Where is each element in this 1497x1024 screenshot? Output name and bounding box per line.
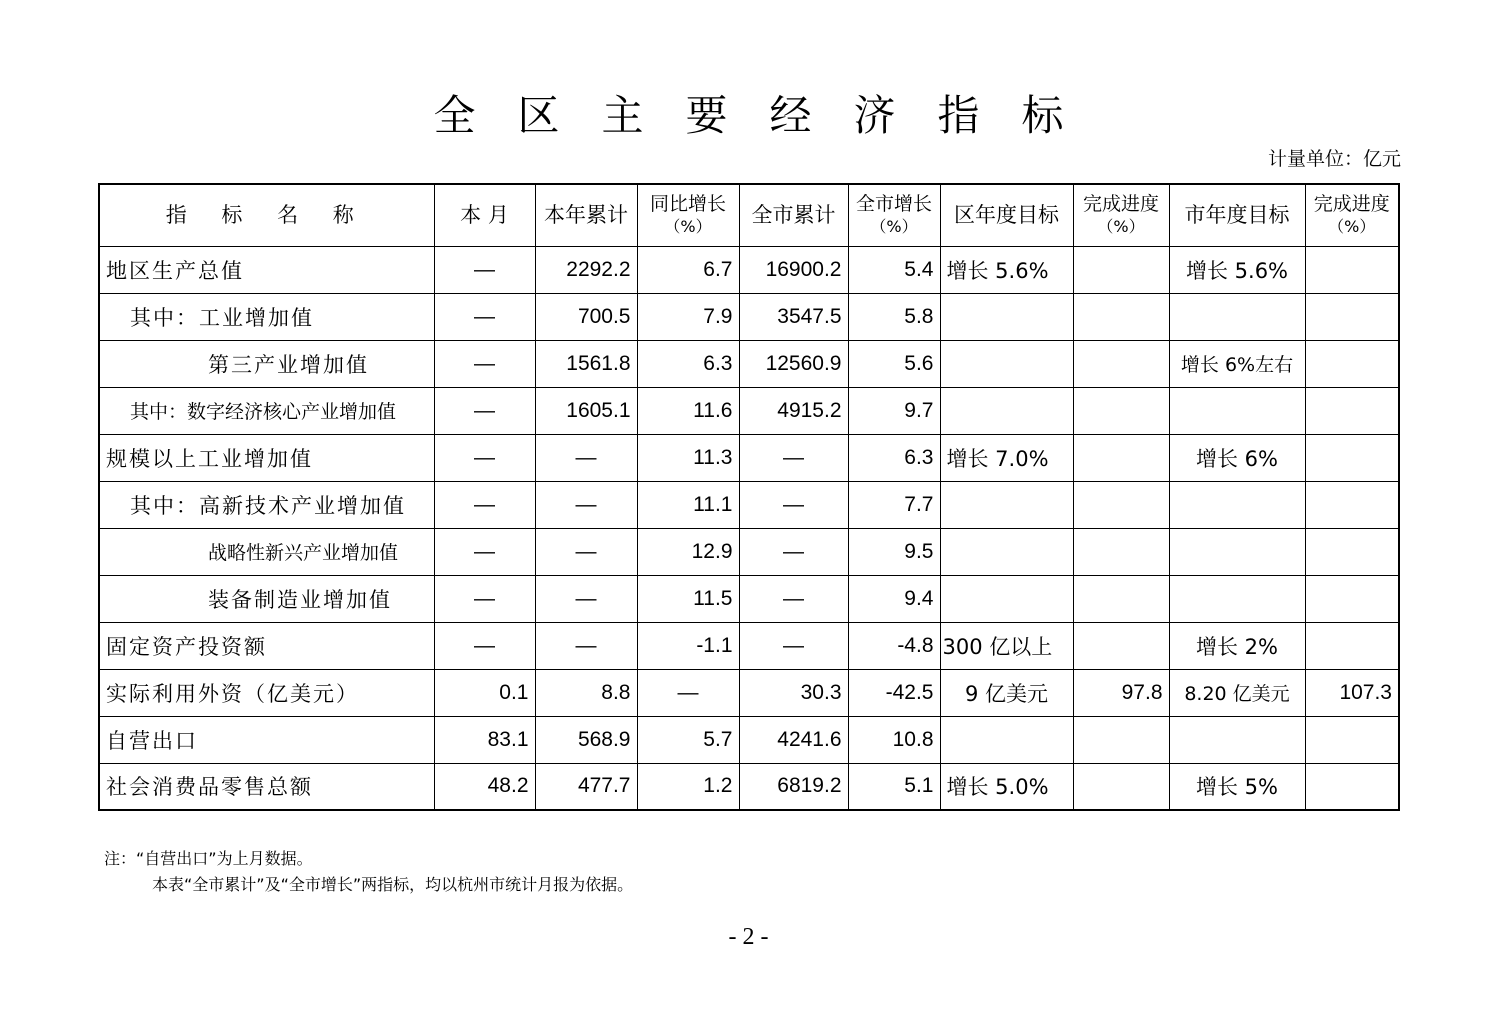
table-row — [99, 434, 1399, 481]
row-name: 其中：数字经济核心产业增加值 — [99, 387, 434, 434]
cell-ytd: — — [535, 481, 637, 528]
cell-city-ytd: 3547.5 — [739, 293, 848, 340]
row-name: 其中：高新技术产业增加值 — [99, 481, 434, 528]
cell-month: — — [434, 293, 535, 340]
cell-progress — [1073, 340, 1169, 387]
footnote-line-2: 本表“全市累计”及“全市增长”两指标，均以杭州市统计月报为依据。 — [152, 875, 634, 894]
cell-district-target — [940, 528, 1073, 575]
cell-progress — [1073, 246, 1169, 293]
cell-yoy: 11.1 — [637, 481, 739, 528]
row-name: 其中：工业增加值 — [99, 293, 434, 340]
cell-progress — [1073, 763, 1169, 810]
cell-district-target — [940, 575, 1073, 622]
cell-city-ytd: — — [739, 481, 848, 528]
cell-district-target: 9 亿美元 — [940, 669, 1073, 716]
cell-city-growth: 5.6 — [848, 340, 940, 387]
row-name: 固定资产投资额 — [99, 622, 434, 669]
row-name: 战略性新兴产业增加值 — [99, 528, 434, 575]
cell-city-growth: 5.4 — [848, 246, 940, 293]
table-row — [99, 716, 1399, 763]
cell-city-growth: 9.4 — [848, 575, 940, 622]
cell-yoy: — — [637, 669, 739, 716]
cell-month: — — [434, 387, 535, 434]
table-row — [99, 528, 1399, 575]
cell-progress — [1073, 293, 1169, 340]
cell-ytd: — — [535, 622, 637, 669]
footnotes — [104, 846, 633, 898]
cell-progress — [1073, 387, 1169, 434]
cell-city-growth: 7.7 — [848, 481, 940, 528]
cell-progress — [1073, 716, 1169, 763]
header-name: 指 标 名 称 — [99, 184, 434, 246]
header-city-ytd: 全市累计 — [739, 184, 848, 246]
table-row — [99, 575, 1399, 622]
cell-city-progress — [1305, 763, 1399, 810]
cell-yoy: 5.7 — [637, 716, 739, 763]
cell-city-progress — [1305, 246, 1399, 293]
header-city-progress: 完成进度 （%） — [1305, 184, 1399, 246]
cell-district-target — [940, 340, 1073, 387]
table-row — [99, 246, 1399, 293]
row-name: 规模以上工业增加值 — [99, 434, 434, 481]
cell-ytd: 477.7 — [535, 763, 637, 810]
cell-city-ytd: 12560.9 — [739, 340, 848, 387]
cell-city-growth: -4.8 — [848, 622, 940, 669]
cell-city-growth: 9.7 — [848, 387, 940, 434]
cell-city-ytd: — — [739, 528, 848, 575]
cell-city-target — [1169, 716, 1305, 763]
cell-month: — — [434, 481, 535, 528]
cell-city-ytd: 6819.2 — [739, 763, 848, 810]
cell-city-progress — [1305, 340, 1399, 387]
header-month: 本 月 — [434, 184, 535, 246]
cell-ytd: 1605.1 — [535, 387, 637, 434]
cell-district-target — [940, 387, 1073, 434]
table-row — [99, 387, 1399, 434]
indicators-table — [98, 183, 1400, 811]
table-row — [99, 622, 1399, 669]
cell-city-ytd: 16900.2 — [739, 246, 848, 293]
cell-month: — — [434, 340, 535, 387]
cell-city-ytd: — — [739, 434, 848, 481]
cell-city-progress — [1305, 387, 1399, 434]
cell-ytd: — — [535, 528, 637, 575]
cell-city-target: 增长 6%左右 — [1169, 340, 1305, 387]
cell-city-target — [1169, 575, 1305, 622]
cell-month: — — [434, 575, 535, 622]
cell-yoy: 6.3 — [637, 340, 739, 387]
cell-city-ytd: 4241.6 — [739, 716, 848, 763]
cell-month: 0.1 — [434, 669, 535, 716]
row-name: 装备制造业增加值 — [99, 575, 434, 622]
table-row — [99, 669, 1399, 716]
cell-yoy: 11.5 — [637, 575, 739, 622]
cell-city-growth: 5.1 — [848, 763, 940, 810]
cell-city-growth: 9.5 — [848, 528, 940, 575]
cell-progress — [1073, 622, 1169, 669]
cell-city-target: 增长 5% — [1169, 763, 1305, 810]
cell-month: — — [434, 246, 535, 293]
cell-district-target — [940, 293, 1073, 340]
cell-city-target: 增长 2% — [1169, 622, 1305, 669]
row-name: 社会消费品零售总额 — [99, 763, 434, 810]
cell-city-ytd: 30.3 — [739, 669, 848, 716]
cell-city-progress — [1305, 716, 1399, 763]
cell-city-target — [1169, 481, 1305, 528]
cell-city-target — [1169, 387, 1305, 434]
cell-ytd: 568.9 — [535, 716, 637, 763]
cell-month: — — [434, 622, 535, 669]
header-progress: 完成进度 （%） — [1073, 184, 1169, 246]
cell-district-target — [940, 716, 1073, 763]
row-name: 第三产业增加值 — [99, 340, 434, 387]
cell-district-target: 300 亿以上 — [940, 622, 1073, 669]
cell-district-target: 增长 7.0% — [940, 434, 1073, 481]
cell-city-progress — [1305, 528, 1399, 575]
cell-yoy: 11.3 — [637, 434, 739, 481]
header-yoy: 同比增长 （%） — [637, 184, 739, 246]
cell-city-growth: 5.8 — [848, 293, 940, 340]
cell-ytd: 8.8 — [535, 669, 637, 716]
cell-city-progress — [1305, 293, 1399, 340]
cell-city-ytd: — — [739, 575, 848, 622]
header-city-target: 市年度目标 — [1169, 184, 1305, 246]
page-title: 全区主要经济指标 — [433, 91, 1106, 140]
header-ytd: 本年累计 — [535, 184, 637, 246]
cell-city-ytd: — — [739, 622, 848, 669]
cell-yoy: 7.9 — [637, 293, 739, 340]
cell-progress: 97.8 — [1073, 669, 1169, 716]
cell-city-growth: 6.3 — [848, 434, 940, 481]
cell-progress — [1073, 434, 1169, 481]
header-district-target: 区年度目标 — [940, 184, 1073, 246]
cell-district-target — [940, 481, 1073, 528]
cell-city-growth: -42.5 — [848, 669, 940, 716]
cell-city-progress: 107.3 — [1305, 669, 1399, 716]
cell-progress — [1073, 575, 1169, 622]
cell-city-target — [1169, 293, 1305, 340]
cell-month: 83.1 — [434, 716, 535, 763]
cell-yoy: 6.7 — [637, 246, 739, 293]
cell-district-target: 增长 5.6% — [940, 246, 1073, 293]
table-row — [99, 293, 1399, 340]
row-name: 地区生产总值 — [99, 246, 434, 293]
cell-city-target — [1169, 528, 1305, 575]
cell-city-progress — [1305, 434, 1399, 481]
table-row — [99, 763, 1399, 810]
cell-district-target: 增长 5.0% — [940, 763, 1073, 810]
cell-city-target: 8.20 亿美元 — [1169, 669, 1305, 716]
cell-city-target: 增长 5.6% — [1169, 246, 1305, 293]
page-number: - 2 - — [728, 924, 769, 950]
cell-yoy: -1.1 — [637, 622, 739, 669]
footnote-line-1: 注：“自营出口”为上月数据。 — [104, 849, 313, 868]
cell-ytd: — — [535, 575, 637, 622]
row-name: 实际利用外资（亿美元） — [99, 669, 434, 716]
cell-yoy: 11.6 — [637, 387, 739, 434]
header-row — [99, 184, 1399, 246]
row-name: 自营出口 — [99, 716, 434, 763]
cell-ytd: 1561.8 — [535, 340, 637, 387]
cell-yoy: 12.9 — [637, 528, 739, 575]
cell-yoy: 1.2 — [637, 763, 739, 810]
table-row — [99, 340, 1399, 387]
cell-progress — [1073, 481, 1169, 528]
cell-month: 48.2 — [434, 763, 535, 810]
cell-month: — — [434, 434, 535, 481]
cell-city-ytd: 4915.2 — [739, 387, 848, 434]
unit-label: 计量单位：亿元 — [1267, 148, 1401, 170]
cell-city-progress — [1305, 622, 1399, 669]
cell-progress — [1073, 528, 1169, 575]
cell-month: — — [434, 528, 535, 575]
cell-ytd: 700.5 — [535, 293, 637, 340]
table-row — [99, 481, 1399, 528]
cell-city-progress — [1305, 481, 1399, 528]
cell-city-progress — [1305, 575, 1399, 622]
cell-ytd: — — [535, 434, 637, 481]
cell-ytd: 2292.2 — [535, 246, 637, 293]
header-city-growth: 全市增长 （%） — [848, 184, 940, 246]
cell-city-growth: 10.8 — [848, 716, 940, 763]
cell-city-target: 增长 6% — [1169, 434, 1305, 481]
